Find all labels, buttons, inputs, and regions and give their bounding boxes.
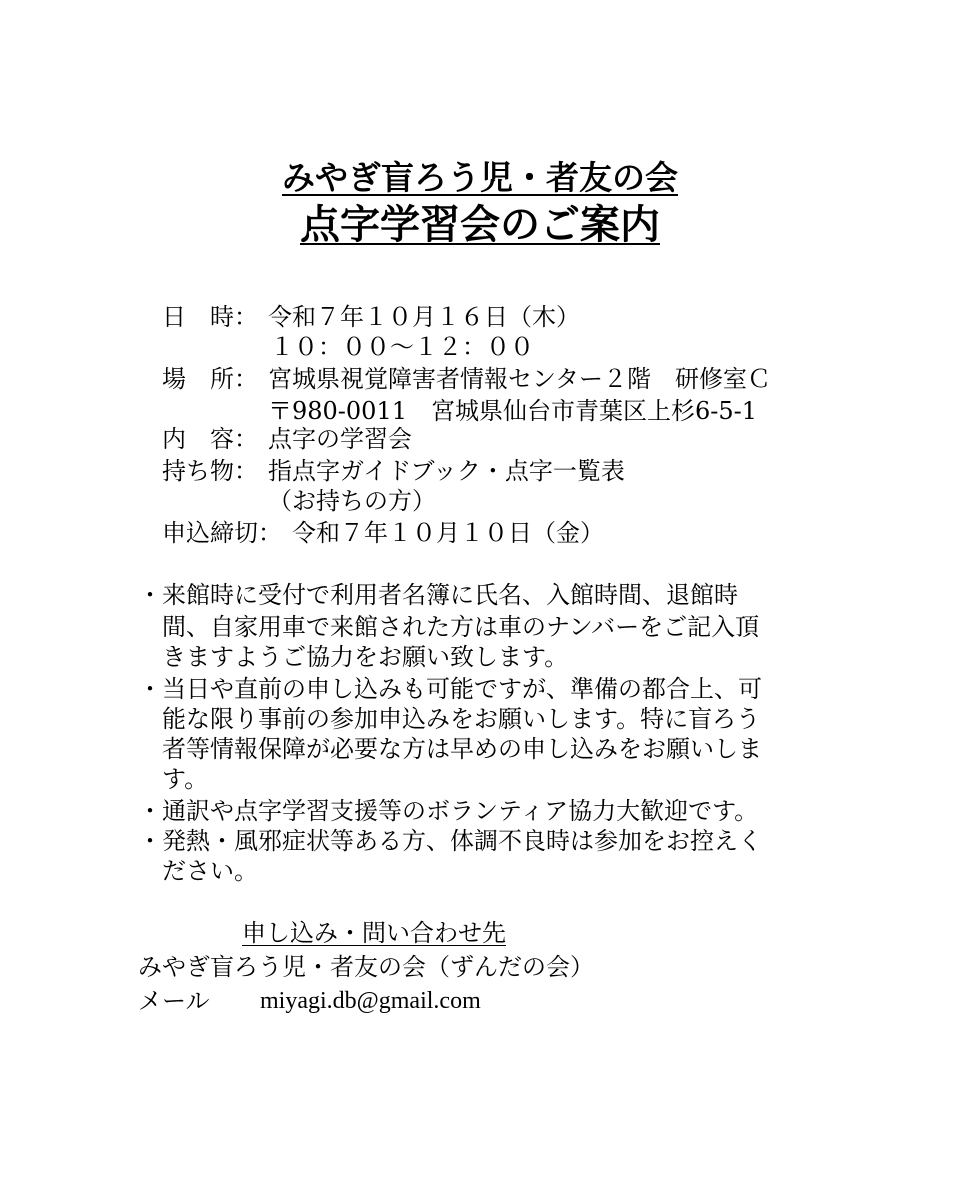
note-line: 能な限り事前の参加申込みをお願いします。特に盲ろう: [138, 705, 761, 733]
deadline-value: 令和７年１０月１０日（金）: [292, 519, 604, 547]
note-line: ださい。: [138, 857, 258, 885]
note-line: 間、自家用車で来館された方は車のナンバーをご記入頂: [138, 613, 760, 641]
items-note: （お持ちの方）: [268, 487, 436, 515]
items-label: 持ち物：: [162, 457, 258, 485]
email-address[interactable]: miyagi.db@gmail.com: [260, 988, 481, 1014]
email-label: メール: [138, 987, 210, 1015]
event-title-text: 点字学習会のご案内: [300, 201, 660, 248]
deadline-label: 申込締切：: [162, 519, 282, 547]
datetime-label: 日 時：: [162, 303, 258, 331]
items-value: 指点字ガイドブック・点字一覧表: [268, 457, 625, 485]
contact-heading-text: 申し込み・問い合わせ先: [242, 919, 506, 947]
address-value: 〒980-0011 宮城県仙台市青葉区上杉6-5-1: [268, 397, 758, 425]
place-label: 場 所：: [162, 365, 258, 393]
datetime-value: 令和７年１０月１６日（木）: [268, 303, 580, 331]
org-title: [0, 156, 960, 200]
contact-org: みやぎ盲ろう児・者友の会（ずんだの会）: [138, 953, 594, 981]
note-line: ・当日や直前の申し込みも可能ですが、準備の都合上、可: [138, 675, 762, 703]
org-title-text: みやぎ盲ろう児・者友の会: [282, 158, 678, 197]
note-line: ・来館時に受付で利用者名簿に氏名、入館時間、退館時: [138, 581, 738, 609]
note-line: きますようご協力をお願い致します。: [138, 643, 569, 671]
place-value: 宮城県視覚障害者情報センター２階 研修室Ｃ: [268, 365, 772, 393]
contact-heading: [242, 918, 506, 948]
note-line: 者等情報保障が必要な方は早めの申し込みをお願いしま: [138, 735, 762, 763]
note-line: す。: [138, 765, 209, 793]
note-line: ・発熱・風邪症状等ある方、体調不良時は参加をお控えく: [138, 827, 762, 855]
note-line: ・通訳や点字学習支援等のボランティア協力大歓迎です。: [138, 797, 759, 825]
content-label: 内 容：: [162, 425, 258, 453]
event-title: [0, 198, 960, 252]
time-value: １０：００～１２：００: [270, 333, 534, 361]
content-value: 点字の学習会: [268, 425, 412, 453]
